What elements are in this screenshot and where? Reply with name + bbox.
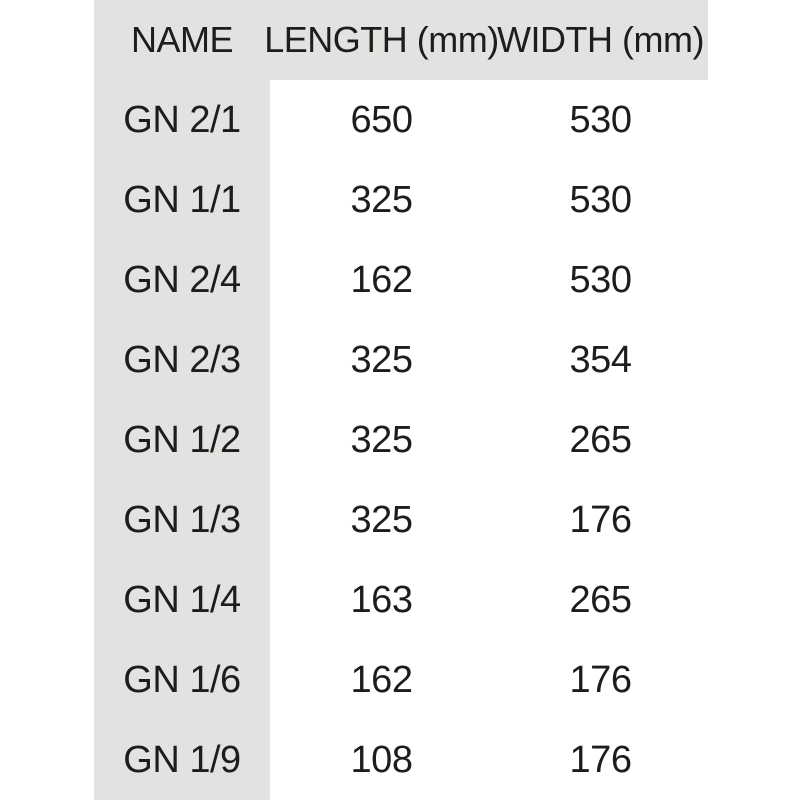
cell-length: 162: [350, 658, 413, 701]
cell-name: GN 1/1: [94, 160, 270, 240]
cell-width: 530: [569, 178, 632, 221]
cell-width: 265: [569, 578, 632, 621]
table-row: [94, 480, 708, 560]
header-width: WIDTH (mm): [497, 19, 704, 60]
cell-length: 325: [350, 498, 413, 541]
table-row: [94, 80, 708, 160]
cell-width: 530: [569, 258, 632, 301]
table-row: [94, 320, 708, 400]
cell-length: 325: [350, 178, 413, 221]
table-row: [94, 560, 708, 640]
table-row: [94, 160, 708, 240]
header-name: NAME: [130, 19, 233, 60]
table-row: [94, 640, 708, 720]
cell-name: GN 2/4: [94, 240, 270, 320]
cell-width: 176: [569, 738, 632, 781]
cell-width: 354: [569, 338, 632, 381]
cell-length: 162: [350, 258, 413, 301]
cell-length: 108: [350, 738, 413, 781]
cell-name: GN 1/2: [94, 400, 270, 480]
cell-length: 325: [350, 418, 413, 461]
cell-length: 650: [350, 98, 413, 141]
cell-name: GN 1/4: [94, 560, 270, 640]
table-row: [94, 400, 708, 480]
cell-name: GN 1/6: [94, 640, 270, 720]
table-row: [94, 720, 708, 800]
cell-name: GN 2/3: [94, 320, 270, 400]
table-row: [94, 240, 708, 320]
cell-width: 265: [569, 418, 632, 461]
cell-width: 176: [569, 658, 632, 701]
cell-length: 163: [350, 578, 413, 621]
gn-size-table: [94, 0, 708, 800]
cell-width: 176: [569, 498, 632, 541]
cell-name: GN 1/3: [94, 480, 270, 560]
table-header-row: [94, 0, 708, 80]
cell-length: 325: [350, 338, 413, 381]
cell-width: 530: [569, 98, 632, 141]
cell-name: GN 2/1: [94, 80, 270, 160]
cell-name: GN 1/9: [94, 720, 270, 800]
header-length: LENGTH (mm): [264, 19, 499, 60]
